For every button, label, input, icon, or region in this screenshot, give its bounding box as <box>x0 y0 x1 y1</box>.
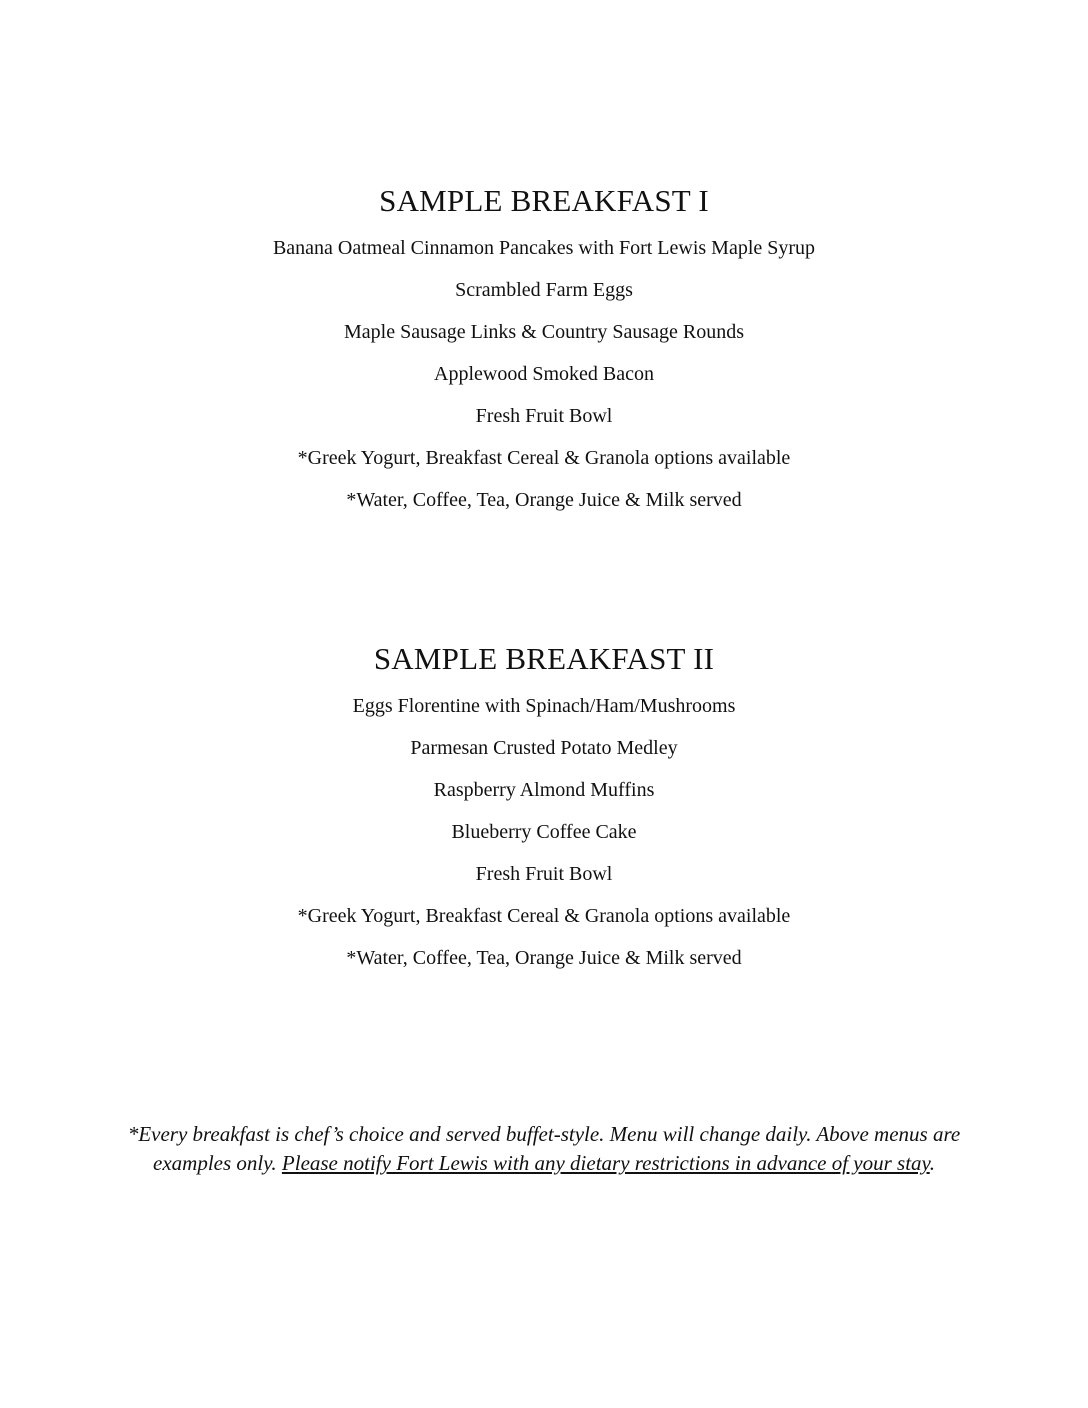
footnote-end: . <box>929 1151 935 1175</box>
menu-item: Eggs Florentine with Spinach/Ham/Mushrooms <box>352 695 736 717</box>
menu-item: Blueberry Coffee Cake <box>451 821 637 843</box>
menu-item-list <box>0 685 1088 979</box>
menu-item: Raspberry Almond Muffins <box>433 779 655 801</box>
menu-item: Fresh Fruit Bowl <box>475 405 613 427</box>
menu-item: Scrambled Farm Eggs <box>455 279 633 301</box>
menu-item: Banana Oatmeal Cinnamon Pancakes with Fort Lewis Maple Syrup <box>272 237 816 259</box>
menu-title: SAMPLE BREAKFAST I <box>379 183 709 218</box>
breakfast-menu-1 <box>0 181 1088 521</box>
breakfast-menu-2 <box>0 639 1088 979</box>
menu-item: Parmesan Crusted Potato Medley <box>410 737 678 759</box>
footnote <box>100 1120 988 1178</box>
menu-item: *Water, Coffee, Tea, Orange Juice & Milk served <box>346 947 742 969</box>
footnote-text: *Every breakfast is chef’s choice and served buffet-style. Menu will change daily. Above menus are examples only. <box>127 1122 961 1175</box>
menu-item: *Water, Coffee, Tea, Orange Juice & Milk served <box>346 489 742 511</box>
menu-item: Fresh Fruit Bowl <box>475 863 613 885</box>
menu-item: Maple Sausage Links & Country Sausage Rounds <box>344 321 744 343</box>
menu-item-list <box>0 227 1088 521</box>
menu-item: *Greek Yogurt, Breakfast Cereal & Granola options available <box>297 447 791 469</box>
menu-item: *Greek Yogurt, Breakfast Cereal & Granola options available <box>297 905 791 927</box>
dietary-notice: Please notify Fort Lewis with any dietary restrictions in advance of your stay <box>281 1151 930 1175</box>
menu-title: SAMPLE BREAKFAST II <box>373 641 715 676</box>
menu-item: Applewood Smoked Bacon <box>434 363 654 385</box>
